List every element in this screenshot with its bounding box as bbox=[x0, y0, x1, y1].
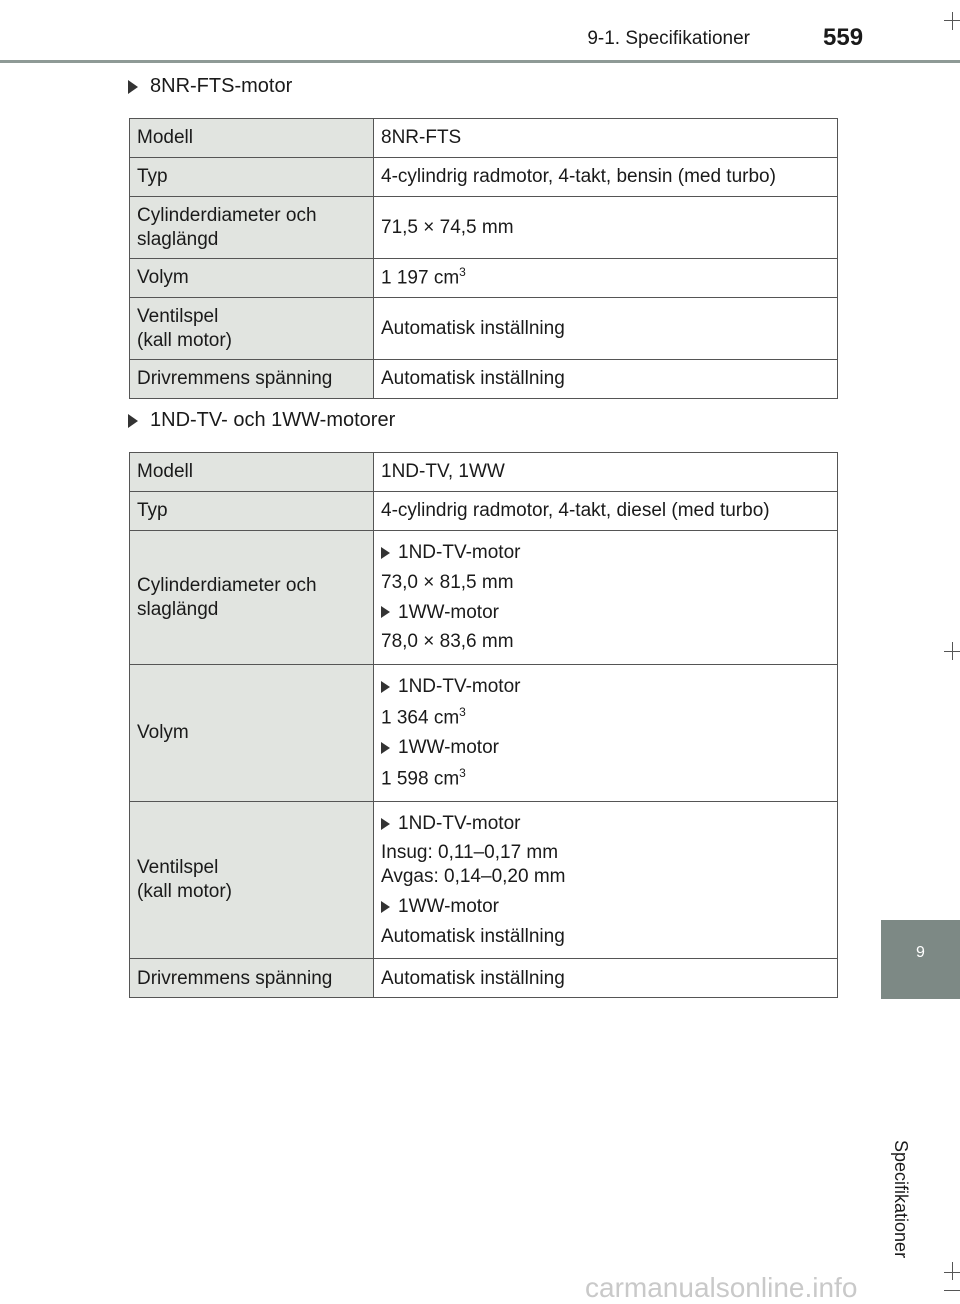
table-row bbox=[130, 801, 838, 959]
triangle-bullet-icon bbox=[128, 414, 138, 428]
table-row bbox=[130, 119, 838, 158]
table-row bbox=[130, 158, 838, 197]
section-title: 9-1. Specifikationer bbox=[587, 28, 750, 49]
sub-value: 73,0 × 81,5 mm bbox=[381, 571, 514, 593]
spec-value: Automatisk inställning bbox=[374, 959, 838, 998]
sub-heading: 1ND-TV-motor bbox=[381, 812, 830, 836]
spec-key: Cylinderdiameter och slaglängd bbox=[130, 197, 374, 259]
chapter-number: 9 bbox=[916, 944, 925, 961]
chapter-tab[interactable] bbox=[881, 920, 960, 999]
table-row bbox=[130, 298, 838, 360]
table-row bbox=[130, 665, 838, 802]
spec-key: Ventilspel (kall motor) bbox=[130, 298, 374, 360]
crop-mark bbox=[944, 651, 960, 652]
crop-mark bbox=[944, 20, 960, 21]
table-row bbox=[130, 531, 838, 665]
spec-value bbox=[374, 531, 838, 665]
table-row bbox=[130, 492, 838, 531]
spec-value: Automatisk inställning bbox=[374, 298, 838, 360]
sub-value: 1 598 $cm^3$ bbox=[381, 765, 466, 789]
table-row bbox=[130, 360, 838, 399]
sub-heading: 1WW-motor bbox=[381, 601, 830, 625]
crop-mark bbox=[952, 12, 953, 30]
spec-key: Ventilspel (kall motor) bbox=[130, 801, 374, 959]
spec-key: Typ bbox=[130, 158, 374, 197]
engine2-spec-table bbox=[129, 452, 838, 998]
watermark: carmanualsonline.info bbox=[585, 1272, 858, 1303]
spec-value: 1ND-TV, 1WW bbox=[374, 453, 838, 492]
sub-value: 78,0 × 83,6 mm bbox=[381, 631, 514, 653]
spec-key: Volym bbox=[130, 665, 374, 802]
spec-value: 1 197 $cm^3$ bbox=[374, 259, 838, 298]
spec-key: Typ bbox=[130, 492, 374, 531]
sub-value: 1 364 $cm^3$ bbox=[381, 704, 466, 729]
triangle-bullet-icon bbox=[381, 681, 390, 693]
spec-key: Modell bbox=[130, 453, 374, 492]
sub-heading: 1ND-TV-motor bbox=[381, 675, 830, 699]
triangle-bullet-icon bbox=[381, 901, 390, 913]
engine2-heading: 1ND-TV- och 1WW-motorer bbox=[128, 409, 395, 432]
spec-key: Drivremmens spänning bbox=[130, 360, 374, 399]
spec-value bbox=[374, 801, 838, 959]
sub-heading: 1ND-TV-motor bbox=[381, 541, 830, 565]
engine1-spec-table bbox=[129, 118, 838, 399]
spec-key: Modell bbox=[130, 119, 374, 158]
spec-value: 4-cylindrig radmotor, 4-takt, bensin (med turbo) bbox=[374, 158, 838, 197]
crop-mark bbox=[952, 1262, 953, 1280]
triangle-bullet-icon bbox=[128, 80, 138, 94]
spec-value bbox=[374, 665, 838, 802]
sub-value: Automatisk inställning bbox=[381, 925, 565, 947]
table-row bbox=[130, 453, 838, 492]
sub-heading: 1WW-motor bbox=[381, 736, 830, 760]
spec-key: Cylinderdiameter och slaglängd bbox=[130, 531, 374, 665]
triangle-bullet-icon bbox=[381, 818, 390, 830]
spec-value: 8NR-FTS bbox=[374, 119, 838, 158]
page-number: 559 bbox=[823, 24, 864, 51]
chapter-label: Specifikationer bbox=[891, 1140, 911, 1259]
spec-key: Drivremmens spänning bbox=[130, 959, 374, 998]
table-row bbox=[130, 197, 838, 259]
spec-value: 71,5 × 74,5 mm bbox=[374, 197, 838, 259]
spec-key: Volym bbox=[130, 259, 374, 298]
spec-value: 4-cylindrig radmotor, 4-takt, diesel (med turbo) bbox=[374, 492, 838, 531]
spec-value: Automatisk inställning bbox=[374, 360, 838, 399]
triangle-bullet-icon bbox=[381, 606, 390, 618]
table-row bbox=[130, 959, 838, 998]
sub-value: Insug: 0,11–0,17 mm Avgas: 0,14–0,20 mm bbox=[381, 842, 566, 888]
crop-mark bbox=[944, 1272, 960, 1273]
triangle-bullet-icon bbox=[381, 742, 390, 754]
sub-heading: 1WW-motor bbox=[381, 895, 830, 919]
triangle-bullet-icon bbox=[381, 547, 390, 559]
table-row bbox=[130, 259, 838, 298]
engine1-heading: 8NR-FTS-motor bbox=[128, 75, 292, 98]
header-divider bbox=[0, 60, 960, 63]
crop-mark bbox=[944, 1290, 960, 1291]
